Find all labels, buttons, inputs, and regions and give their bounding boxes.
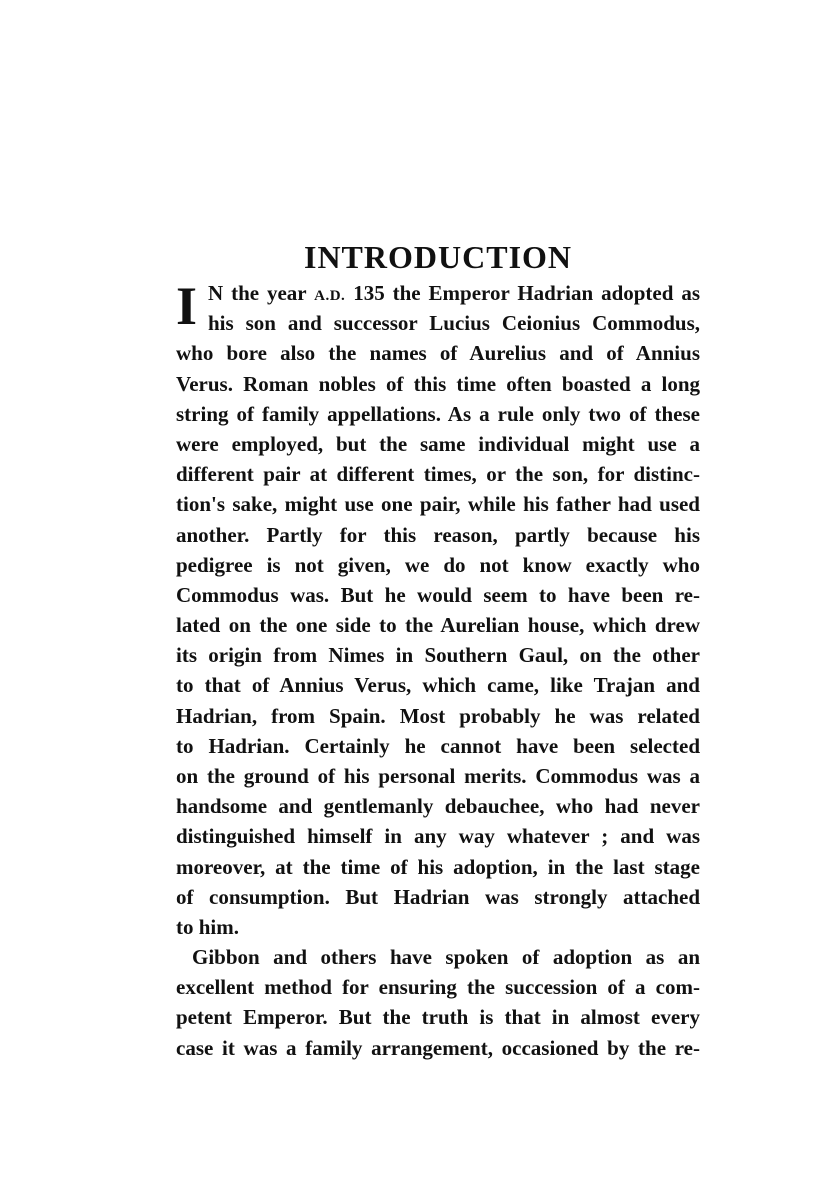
text-line: Verus. Roman nobles of this time often boasted a long	[176, 371, 700, 396]
text-line: lated on the one side to the Aurelian house, which drew	[176, 613, 700, 638]
text-line: distinguished himself in any way whatever ; and was	[176, 824, 700, 849]
text-line: petent Emperor. But the truth is that in almost every	[176, 1005, 700, 1030]
page-title: INTRODUCTION	[303, 239, 573, 276]
text-line: another. Partly for this reason, partly because his	[176, 522, 700, 547]
text-line: to Hadrian. Certainly he cannot have been selected	[176, 733, 700, 758]
era-abbreviation: A.D.	[314, 288, 346, 304]
paragraph-2	[176, 942, 700, 1063]
text-line: Hadrian, from Spain. Most probably he was related	[176, 703, 700, 728]
text-line: were employed, but the same individual might use a	[176, 431, 700, 456]
text-line: handsome and gentlemanly debauchee, who had never	[176, 794, 700, 819]
text-line: N the year A.D. 135 the Emperor Hadrian adopted as	[208, 281, 700, 305]
paragraph-1	[176, 278, 700, 942]
text-line: case it was a family arrangement, occasioned by the re-	[176, 1035, 700, 1060]
drop-cap: I	[176, 276, 198, 336]
text-line: Gibbon and others have spoken of adoption as an	[192, 945, 700, 969]
text-line: of consumption. But Hadrian was strongly attached	[176, 884, 700, 909]
text-line: moreover, at the time of his adoption, in the last stage	[176, 854, 700, 879]
text-line: who bore also the names of Aurelius and of Annius	[176, 341, 700, 366]
text-line: to that of Annius Verus, which came, like Trajan and	[176, 673, 700, 698]
text-line: his son and successor Lucius Ceionius Commodus,	[208, 311, 700, 336]
text-line: on the ground of his personal merits. Commodus was a	[176, 764, 700, 788]
text-line: different pair at different times, or the son, for distinc-	[176, 462, 700, 487]
text-line: pedigree is not given, we do not know exactly who	[176, 552, 700, 577]
text-line: tion's sake, might use one pair, while his father had used	[176, 492, 700, 517]
text-line: excellent method for ensuring the succession of a com-	[176, 975, 700, 1000]
text-line: string of family appellations. As a rule only two of these	[176, 401, 700, 426]
text-line: its origin from Nimes in Southern Gaul, on the other	[176, 643, 700, 668]
text-line: to him.	[176, 914, 239, 939]
text-line: Commodus was. But he would seem to have been re-	[176, 582, 700, 607]
